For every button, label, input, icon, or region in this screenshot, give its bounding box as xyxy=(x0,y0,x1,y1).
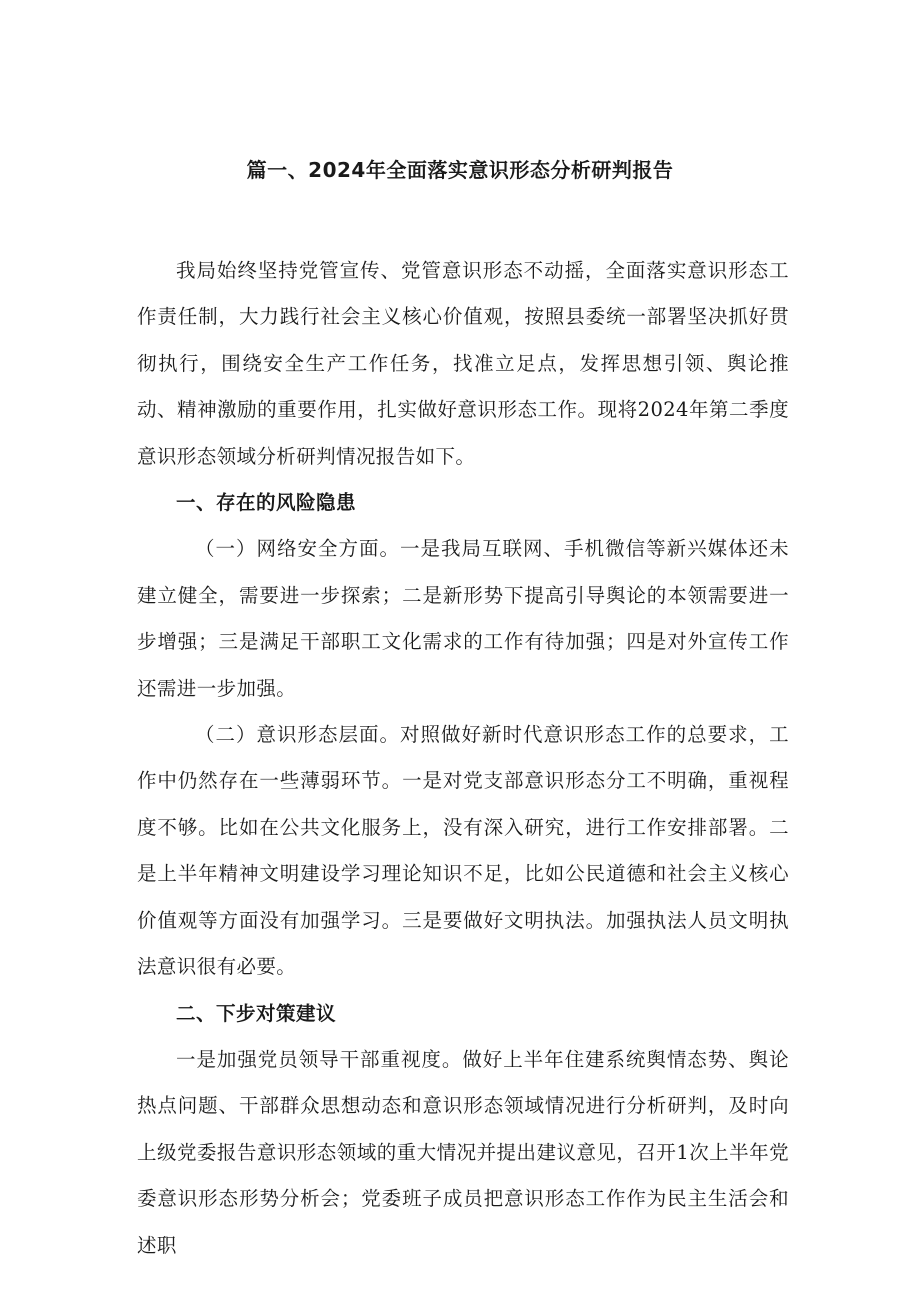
document-title: 篇一、2024年全面落实意识形态分析研判报告 xyxy=(246,158,674,182)
paragraph-leadership-attention: 一是加强党员领导干部重视度。做好上半年住建系统舆情态势、舆论热点问题、干部群众思想动态和意识形态领域情况进行分析研判，及时向上级党委报告意识形态领域的重大情况并提出建议意见，召开1次上半年党委意识形态形势分析会；党委班子成员把意识形态工作作为民主生活会和述职 xyxy=(137,1047,789,1257)
paragraph-network-security: （一）网络安全方面。一是我局互联网、手机微信等新兴媒体还未建立健全，需要进一步探索；二是新形势下提高引导舆论的本领需要进一步增强；三是满足干部职工文化需求的工作有待加强；四是对外宣传工作还需进一步加强。 xyxy=(137,537,789,700)
document-body xyxy=(137,248,789,1269)
paragraph-ideology-level: （二）意识形态层面。对照做好新时代意识形态工作的总要求，工作中仍然存在一些薄弱环节。一是对党支部意识形态分工不明确，重视程度不够。比如在公共文化服务上，没有深入研究，进行工作安排部署。二是上半年精神文明建设学习理论知识不足，比如公民道德和社会主义核心价值观等方面没有加强学习。三是要做好文明执法。加强执法人员文明执法意识很有必要。 xyxy=(137,723,789,979)
section-heading-countermeasures: 二、下步对策建议 xyxy=(176,1001,337,1025)
intro-paragraph: 我局始终坚持党管宣传、党管意识形态不动摇，全面落实意识形态工作责任制，大力践行社会主义核心价值观，按照县委统一部署坚决抓好贯彻执行，围绕安全生产工作任务，找准立足点，发挥思想引领、舆论推动、精神激励的重要作用，扎实做好意识形态工作。现将2024年第二季度意识形态领域分析研判情况报告如下。 xyxy=(137,259,789,468)
section-heading-risks: 一、存在的风险隐患 xyxy=(176,491,357,515)
